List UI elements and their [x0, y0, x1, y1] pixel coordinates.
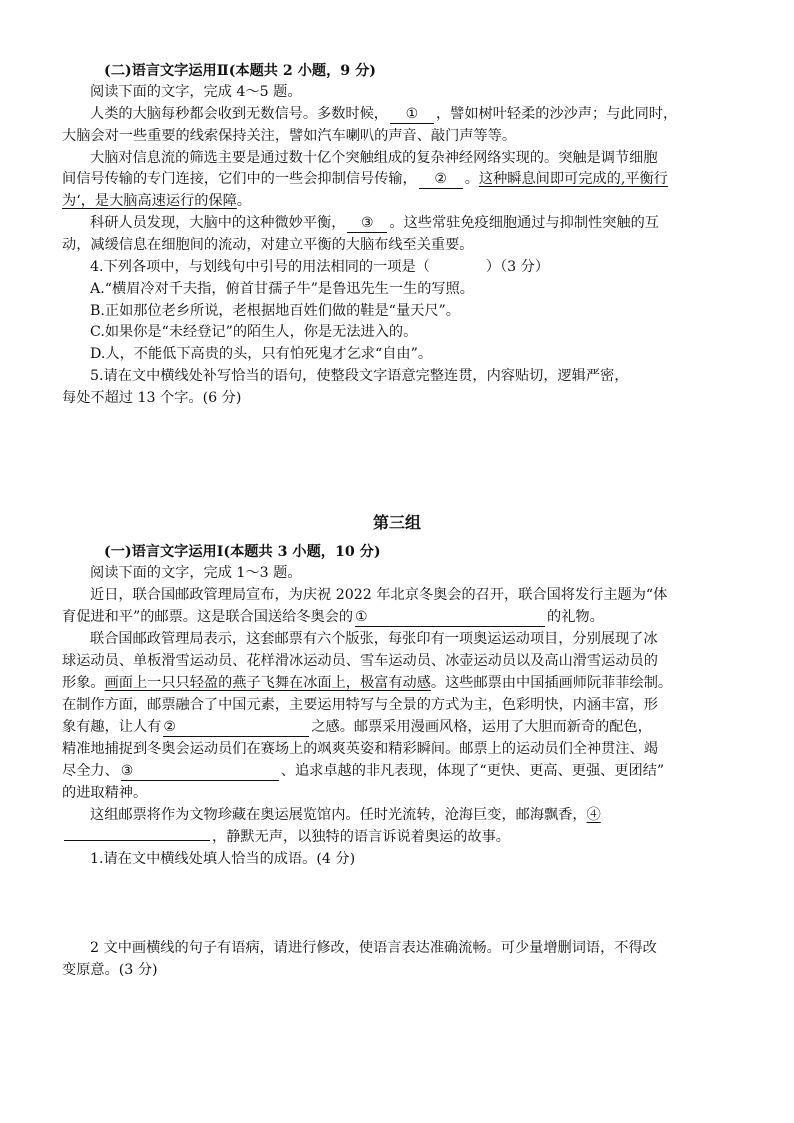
instructions: 阅读下面的文字，完成 4～5 题。	[90, 84, 302, 100]
blank-4-marker[interactable]: ④	[586, 807, 601, 823]
option-d: D.人，不能低下高贵的头，只有怕死鬼才乞求“自由”。	[90, 346, 433, 362]
question-2: 2 文中画横线的句子有语病，请进行修改，使语言表达准确流畅。可少量增删词语，不得改	[90, 940, 657, 956]
section-heading: (二)语言文字运用Ⅱ(本题共 2 小题，9 分)	[104, 63, 376, 79]
text: 。	[236, 193, 251, 209]
group-title: 第三组	[372, 513, 421, 532]
blank-2[interactable]: ②	[419, 170, 463, 189]
text: 4.下列各项中，与划线句中引号的用法相同的一项是（	[90, 259, 430, 275]
paragraph-line	[90, 103, 734, 125]
underlined-sentence: 这种瞬息间即可完成的‚平衡行	[478, 171, 668, 187]
text: ，静默无声，以独特的语言诉说着奥运的故事。	[212, 829, 510, 845]
paragraph-line	[90, 804, 734, 826]
paragraph-line	[62, 672, 734, 694]
blank-1[interactable]: ①	[390, 105, 434, 124]
option-c: C.如果你是“未经登记”的陌生人，你是无法进入的。	[90, 324, 418, 340]
text: ，譬如树叶轻柔的沙沙声；与此同时，	[435, 106, 678, 122]
blank-4[interactable]	[64, 840, 210, 841]
paragraph-line	[62, 168, 734, 190]
text: 尽全力、	[62, 763, 119, 779]
paragraph-line: 球运动员、单板滑雪运动员、花样滑冰运动员、雪车运动员、冰壶运动员以及高山滑雪运动员的	[62, 653, 658, 669]
instructions: 阅读下面的文字，完成 1～3 题。	[90, 565, 302, 581]
paragraph-line: 动，减缓信息在细胞间的流动，对建立平衡的大脑布线至关重要。	[62, 237, 474, 253]
text: 形象。	[62, 675, 105, 691]
underlined-sentence: 画面上一只只轻盈的燕子飞舞在冰面上，极富有动感	[104, 675, 431, 691]
question-5-cont: 每处不超过 13 个字。(6 分)	[62, 390, 242, 406]
text: 、追求卓越的非凡表现，体现了“更快、更高、更强、更团结”	[280, 763, 665, 779]
text: 间信号传输的专门连接，它们中的一些会抑制信号传输，	[62, 171, 417, 187]
text: ）（3 分）	[485, 259, 550, 275]
paragraph-line: 大脑对信息流的筛选主要是通过数十亿个突触组成的复杂神经网络实现的。突触是调节细胞	[90, 150, 658, 166]
underlined-sentence: 为‘，是大脑高速运行的保障	[62, 193, 237, 209]
section-heading: (一)语言文字运用Ⅰ(本题共 3 小题，10 分)	[104, 544, 381, 560]
blank-3[interactable]: ③	[121, 762, 279, 781]
paragraph-line: 联合国邮政管理局表示，这套邮票有六个版张，每张印有一项奥运运动项目，分别展现了冰	[90, 631, 658, 647]
paragraph-line	[62, 190, 734, 212]
paragraph-line: 的进取精神。	[62, 785, 148, 801]
text: 育促进和平”的邮票。这是联合国送给冬奥会的	[62, 609, 354, 625]
text: 。这些常驻免疫细胞通过与抑制性突触的互	[389, 215, 659, 231]
text: 科研人员发现，大脑中的这种微妙平衡，	[90, 215, 346, 231]
question-2-cont: 变原意。(3 分)	[62, 962, 158, 978]
text: 的礼物。	[547, 609, 604, 625]
text: 这组邮票将作为文物珍藏在奥运展览馆内。任时光流转，沧海巨变，邮海飘香，	[90, 807, 587, 823]
text: 之感。邮票采用漫画风格，运用了大胆而新奇的配色，	[311, 719, 652, 735]
paragraph-line	[62, 716, 734, 738]
question-4	[90, 256, 734, 278]
blank-1[interactable]: ①	[355, 608, 545, 627]
text: 象有趣，让人有	[62, 719, 162, 735]
paragraph-line	[62, 826, 734, 848]
question-1: 1.请在文中横线处填人恰当的成语。(4 分)	[90, 851, 356, 867]
paragraph-line	[62, 760, 734, 782]
text: 。这些邮票由中国插画师阮菲菲绘制。	[430, 675, 673, 691]
paragraph-line	[62, 606, 734, 628]
paragraph-line: 近日，联合国邮政管理局宣布，为庆祝 2022 年北京冬奥会的召开，联合国将发行主题为“体	[90, 587, 668, 603]
paragraph-line: 在制作方面，邮票融合了中国元素，主要运用特写与全景的方式为主，色彩明快，内涵丰富，形	[62, 697, 658, 713]
text: 人类的大脑每秒都会收到无数信号。多数时候，	[90, 106, 388, 122]
text: 。	[464, 171, 479, 187]
paragraph-line	[90, 212, 734, 234]
blank-3[interactable]: ③	[347, 214, 387, 233]
option-b: B.正如那位老乡所说，老根据地百姓们做的鞋是“量天尺”。	[90, 303, 460, 319]
paragraph-line: 大脑会对一些重要的线索保持关注，譬如汽车喇叭的声音、敲门声等等。	[62, 128, 517, 144]
paragraph-line: 精准地捕捉到冬奥会运动员们在赛场上的飒爽英姿和精彩瞬间。邮票上的运动员们全神贯注、竭	[62, 741, 658, 757]
question-5: 5.请在文中横线处补写恰当的语句，使整段文字语意完整连贯，内容贴切，逻辑严密，	[90, 368, 629, 384]
blank-2[interactable]: ②	[163, 718, 309, 737]
option-a: A.“横眉冷对千夫指，俯首甘孺子牛”是鲁迅先生一生的写照。	[90, 281, 474, 297]
